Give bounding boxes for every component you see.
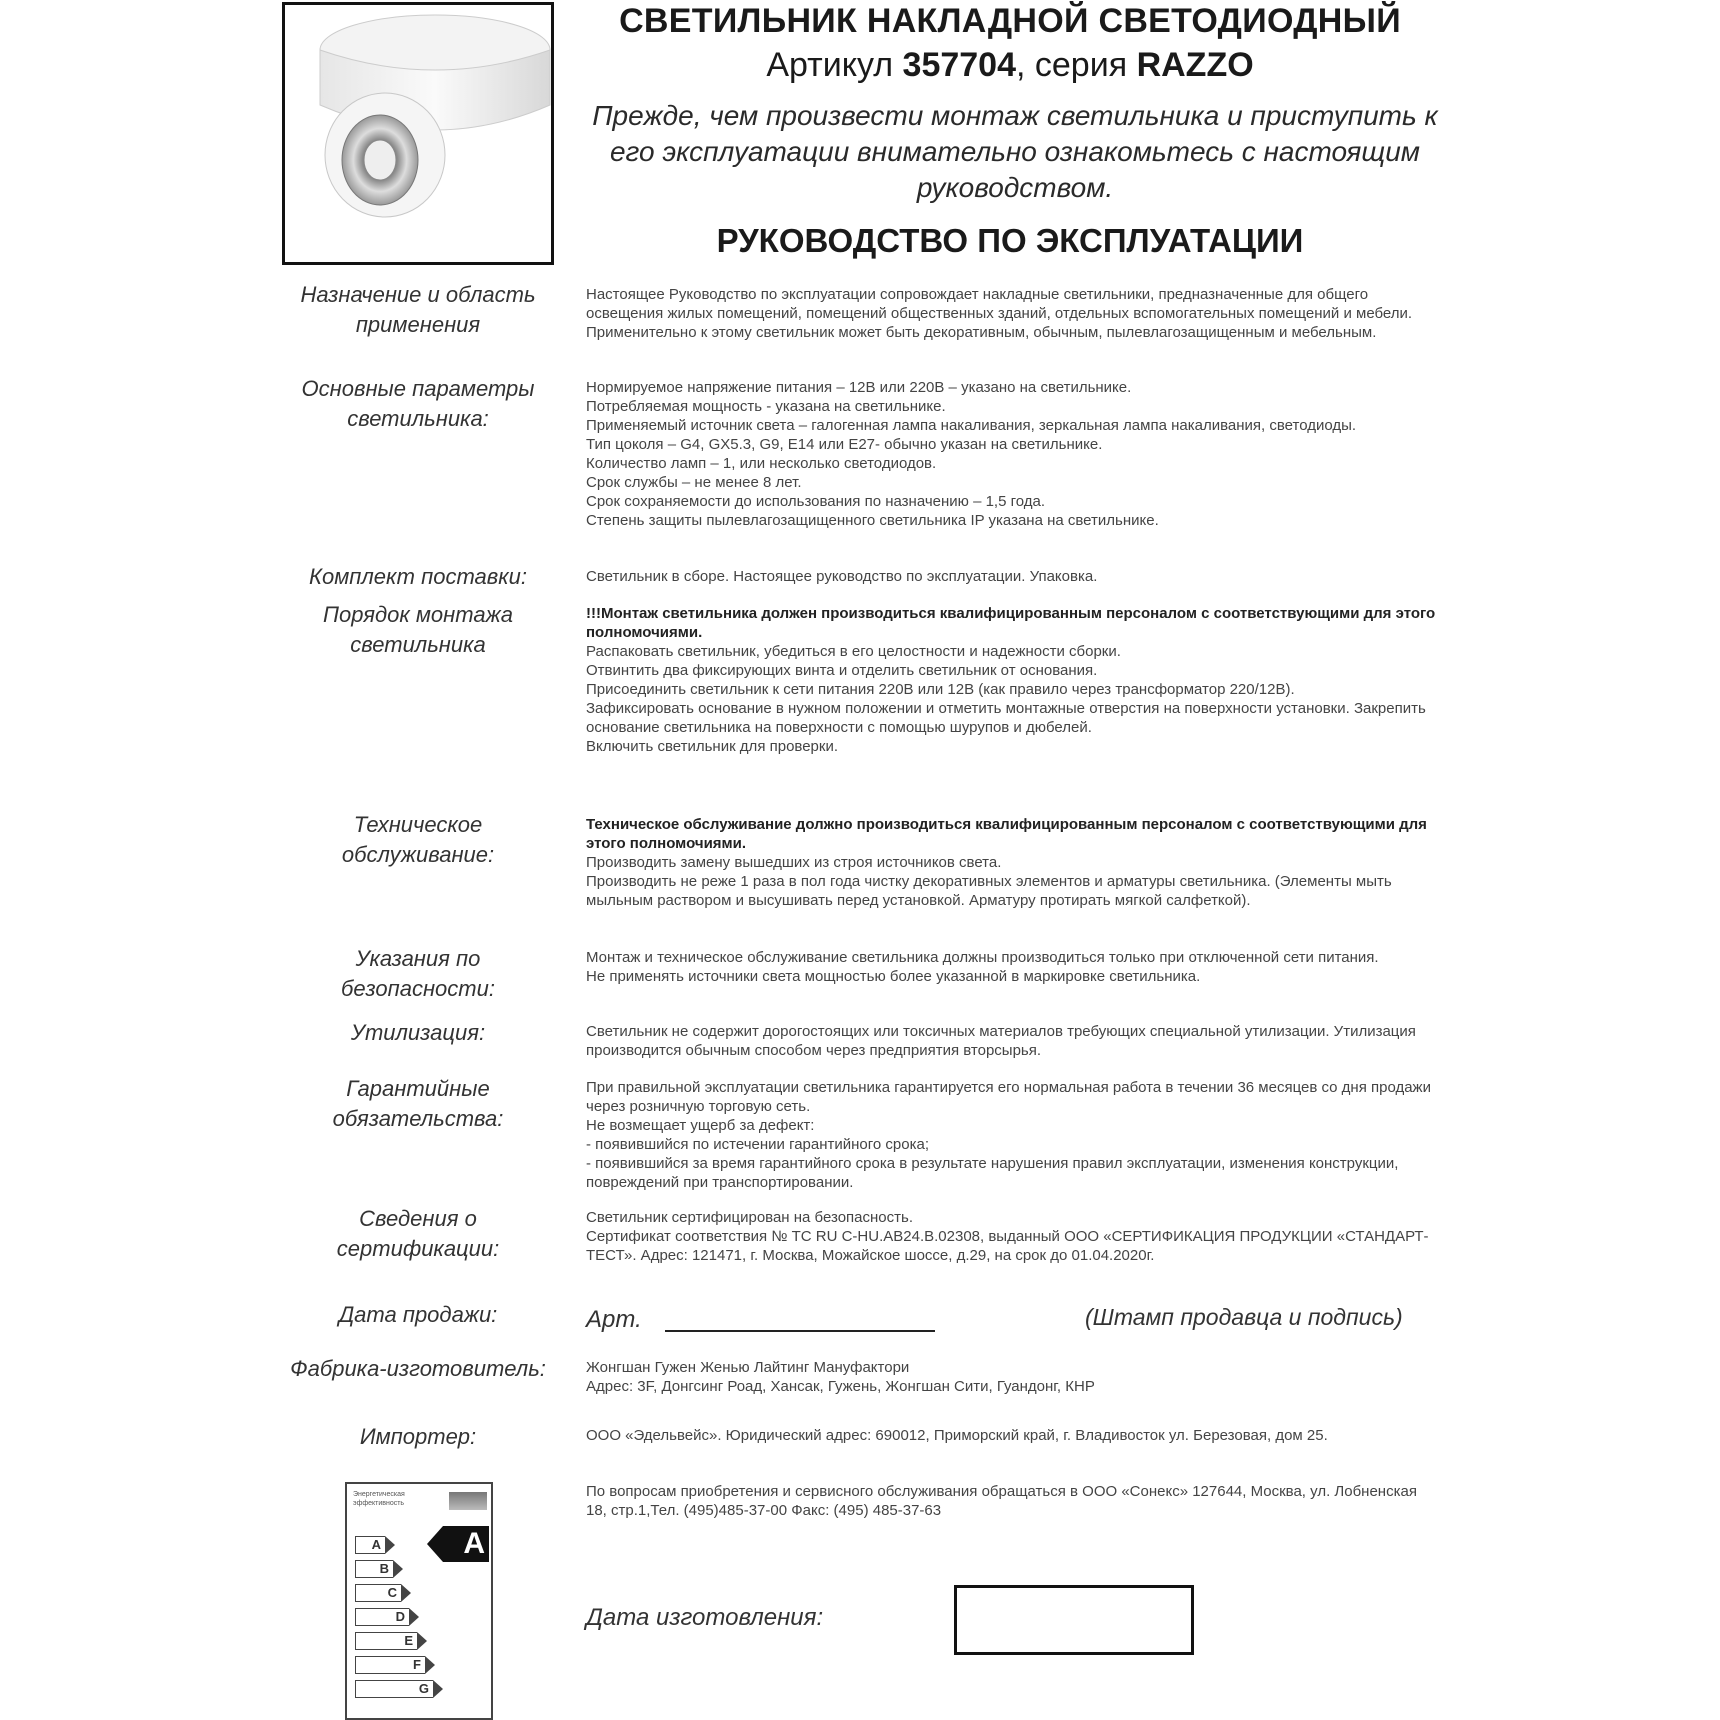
warranty-line: - появившийся за время гарантийного срока в результате нарушения правил эксплуатации, изменения конструкции, повреждений при транспортировании. (586, 1155, 1399, 1191)
params-line: Количество ламп – 1, или несколько светодиодов. (586, 455, 937, 472)
seller-stamp-label: (Штамп продавца и подпись) (1085, 1304, 1403, 1330)
mounting-text (586, 604, 1436, 756)
purpose-label: Назначение и область применения (300, 282, 536, 337)
importer-label: Импортер: (359, 1424, 477, 1449)
warranty-line: - появившийся по истечении гарантийного срока; (586, 1136, 930, 1153)
params-line: Срок службы – не менее 8 лет. (586, 474, 802, 491)
purpose-line: Настоящее Руководство по эксплуатации сопровождает накладные светильники, предназначенные для общего освещения жилых помещений, помещений общественных зданий, отдельных вспомогательных помещений и мебели. Применительно к этому светильник может быть декоративным, обычным, пылевлагозащищенным и мебельным. (586, 286, 1413, 341)
sale-date-label: Дата продажи: (338, 1302, 498, 1327)
certification-line: Светильник сертифицирован на безопасность. (586, 1209, 913, 1226)
contact-text (586, 1482, 1436, 1520)
params-line: Срок сохраняемости до использования по назначению – 1,5 года. (586, 493, 1046, 510)
importer-line: ООО «Эдельвейс». Юридический адрес: 690012, Приморский край, г. Владивосток ул. Березовая, дом 25. (586, 1427, 1328, 1444)
product-title: СВЕТИЛЬНИК НАКЛАДНОЙ СВЕТОДИОДНЫЙ (619, 2, 1401, 40)
safety-label: Указания по безопасности: (341, 946, 495, 1001)
energy-class-g: G (355, 1680, 433, 1698)
warranty-label: Гарантийные обязательства: (332, 1076, 504, 1131)
warranty-line: При правильной эксплуатации светильника гарантируется его нормальная работа в течении 36 месяцев со дня продажи через розничную торговую сеть. (586, 1079, 1431, 1115)
warranty-line: Не возмещает ущерб за дефект: (586, 1117, 815, 1134)
energy-efficiency-label (345, 1482, 493, 1720)
factory-line: Адрес: 3F, Донгсинг Роад, Хансак, Гужень, Жонгшан Сити, Гуандонг, КНР (586, 1378, 1095, 1395)
mounting-line: Зафиксировать основание в нужном положении и отметить монтажные отверстия на поверхности установки. Закрепить основание светильника на поверхности с помощью шурупов и дюбелей. (586, 700, 1426, 736)
series-name: RAZZO (1136, 46, 1254, 84)
energy-class-b: B (355, 1560, 393, 1578)
certification-line: Сертификат соответствия № ТС RU C-HU.AB24.B.02308, выданный ООО «СЕРТИФИКАЦИЯ ПРОДУКЦИИ «СТАНДАРТ-ТЕСТ». Адрес: 121471, г. Москва, Можайское шоссе, д.29, на срок до 01.04.2020г. (586, 1228, 1429, 1264)
importer-text (586, 1426, 1436, 1445)
service-line: Производить замену вышедших из строя источников света. (586, 854, 1002, 871)
article-number: 357704 (902, 46, 1016, 84)
energy-rating-badge: A (443, 1526, 489, 1562)
params-line: Потребляемая мощность - указана на светильнике. (586, 398, 946, 415)
intro-note: Прежде, чем произвести монтаж светильника и приступить к его эксплуатации внимательно ознакомьтесь с настоящим руководством. (592, 100, 1438, 203)
warranty-text (586, 1078, 1436, 1192)
params-line: Применяемый источник света – галогенная лампа накаливания, зеркальная лампа накаливания, светодиоды. (586, 417, 1357, 434)
safety-text (586, 948, 1436, 986)
article-prefix: Артикул (766, 46, 903, 84)
factory-text (586, 1358, 1436, 1396)
energy-label-color-bar (449, 1492, 487, 1510)
energy-class-d: D (355, 1608, 409, 1626)
mounting-line: Присоединить светильник к сети питания 220В или 12В (как правило через трансформатор 220/12В). (586, 681, 1295, 698)
params-label: Основные параметры светильника: (301, 376, 535, 431)
safety-line: Не применять источники света мощностью более указанной в маркировке светильника. (586, 968, 1201, 985)
disposal-text (586, 1022, 1436, 1060)
kit-text (586, 567, 1436, 586)
service-text (586, 815, 1436, 910)
service-warning: Техническое обслуживание должно производиться квалифицированным персоналом с соответствующими для этого полномочиями. (586, 816, 1427, 852)
energy-class-a: A (355, 1536, 385, 1554)
service-line: Производить не реже 1 раза в пол года чистку декоративных элементов и арматуры светильника. (Элементы мыть мыльным раствором и высушивать перед установкой. Арматуру протирать мягкой салфеткой). (586, 873, 1392, 909)
article-line (560, 46, 1460, 85)
mounting-line: Отвинтить два фиксирующих винта и отделить светильник от основания. (586, 662, 1098, 679)
manufacture-date-label: Дата изготовления: (586, 1604, 824, 1631)
kit-label: Комплект поставки: (309, 564, 527, 589)
product-photo (282, 2, 554, 265)
mounting-warning: !!!Монтаж светильника должен производиться квалифицированным персоналом с соответствующими для этого полномочиями. (586, 605, 1436, 641)
sale-article-blank (665, 1330, 935, 1332)
purpose-text (586, 285, 1436, 342)
sale-article-label: Арт. (586, 1306, 642, 1333)
certification-label: Сведения о сертификации: (336, 1206, 500, 1261)
series-prefix: , серия (1016, 46, 1137, 84)
energy-class-e: E (355, 1632, 417, 1650)
safety-line: Монтаж и техническое обслуживание светильника должны производиться только при отключенной сети питания. (586, 949, 1379, 966)
energy-class-c: C (355, 1584, 401, 1602)
certification-text (586, 1208, 1436, 1265)
mounting-line: Распаковать светильник, убедиться в его целостности и надежности сборки. (586, 643, 1121, 660)
contact-line: По вопросам приобретения и сервисного обслуживания обращаться в ООО «Сонекс» 127644, Москва, ул. Лобненская 18, стр.1,Тел. (495)485-37-00 Факс: (495) 485-37-63 (586, 1483, 1417, 1519)
factory-label: Фабрика-изготовитель: (290, 1356, 546, 1381)
params-line: Степень защиты пылевлагозащищенного светильника IP указана на светильнике. (586, 512, 1159, 529)
service-label: Техническое обслуживание: (341, 812, 495, 867)
energy-class-f: F (355, 1656, 425, 1674)
params-line: Тип цоколя – G4, GX5.3, G9, E14 или E27- обычно указан на светильнике. (586, 436, 1103, 453)
mounting-label: Порядок монтажа светильника (323, 602, 513, 657)
energy-label-header: Энергетическая эффективность (353, 1491, 405, 1507)
kit-line: Светильник в сборе. Настоящее руководство по эксплуатации. Упаковка. (586, 568, 1098, 585)
params-text (586, 378, 1436, 530)
params-line: Нормируемое напряжение питания – 12В или 220В – указано на светильнике. (586, 379, 1132, 396)
disposal-line: Светильник не содержит дорогостоящих или токсичных материалов требующих специальной утилизации. Утилизация производится обычным способом через предприятия вторсырья. (586, 1023, 1416, 1059)
disposal-label: Утилизация: (350, 1020, 486, 1045)
manufacture-date-box (954, 1585, 1194, 1655)
guide-title: РУКОВОДСТВО ПО ЭКСПЛУАТАЦИИ (716, 222, 1304, 259)
mounting-line: Включить светильник для проверки. (586, 738, 839, 755)
factory-line: Жонгшан Гужен Женью Лайтинг Мануфактори (586, 1359, 910, 1376)
ceiling-light-illustration (285, 5, 551, 262)
